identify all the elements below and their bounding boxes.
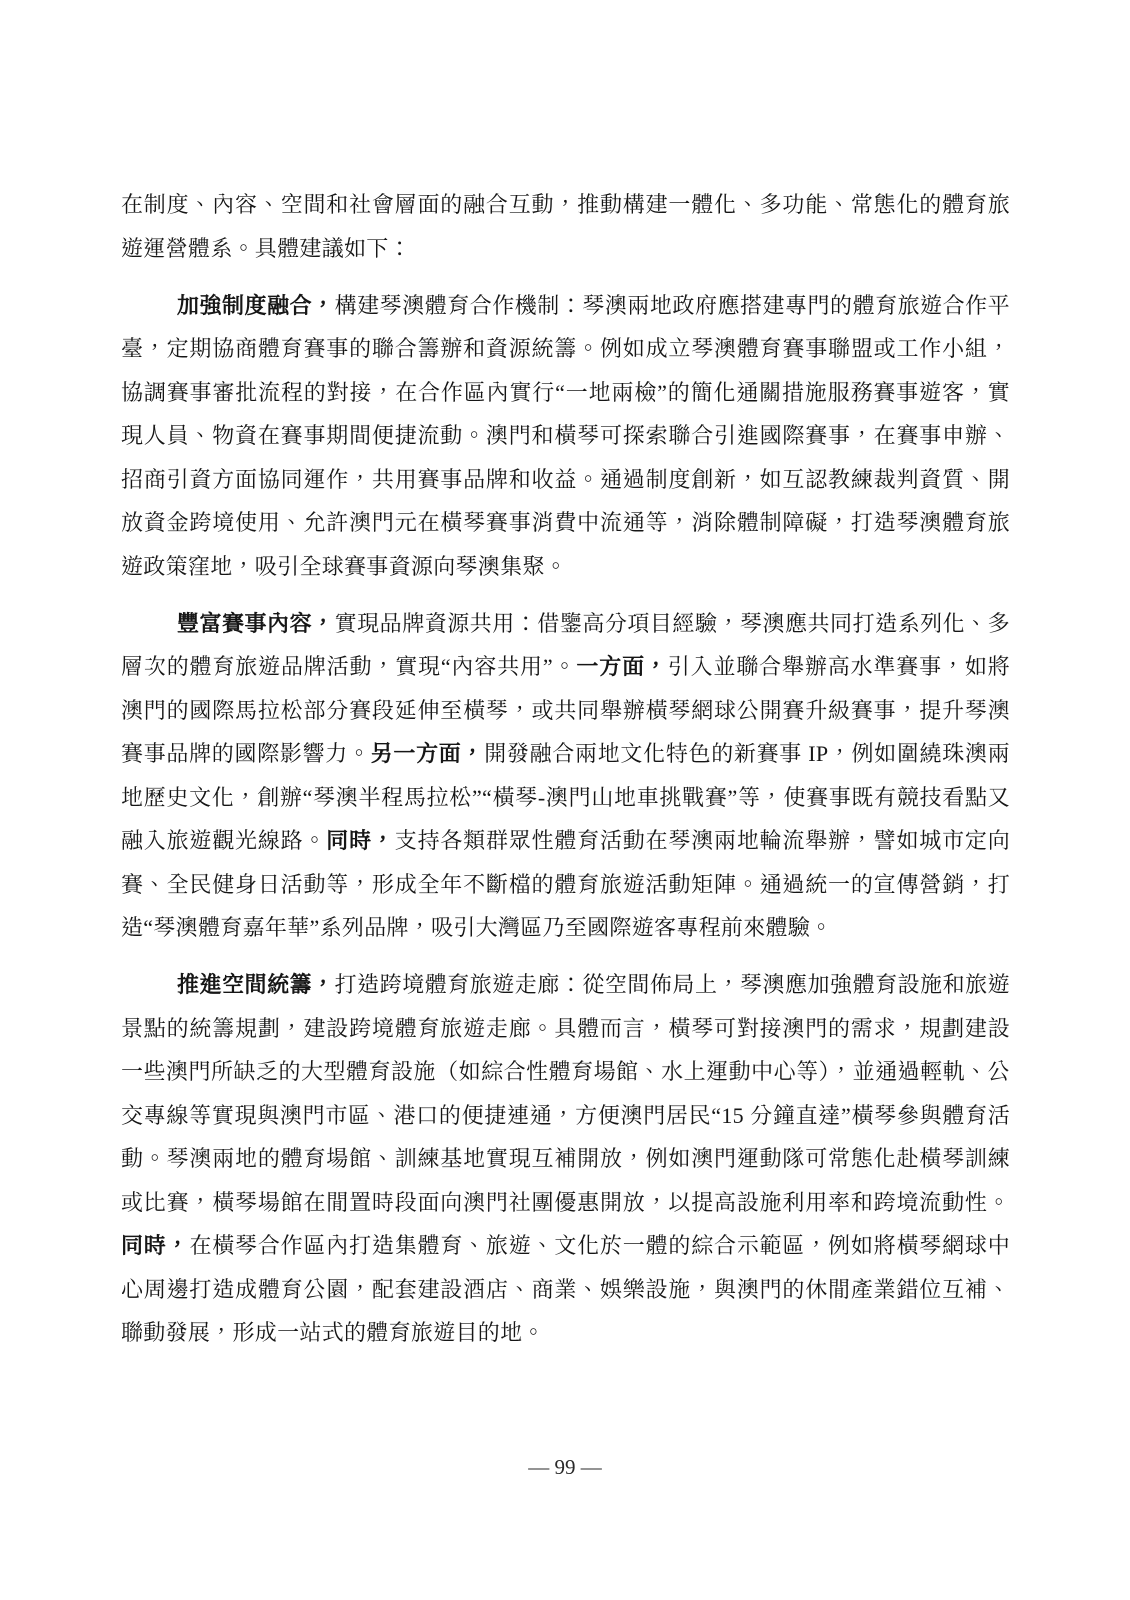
document-body	[121, 183, 1010, 1368]
paragraph-intro-continuation	[121, 183, 1010, 270]
paragraph-institutional-integration	[121, 284, 1010, 589]
page-number: — 99 —	[528, 1455, 602, 1479]
paragraph-spatial-coordination	[121, 963, 1010, 1355]
text-run: 實現品牌資源共用：借鑒高分項目經驗，琴澳應共同打造系列化、多層次的體育旅遊品牌活動，實現“內容共用”。	[121, 610, 1010, 679]
text-run: 支持各類群眾性體育活動在琴澳兩地輪流舉辦，譬如城市定向賽、全民健身日活動等，形成全年不斷檔的體育旅遊活動矩陣。通過統一的宣傳營銷，打造“琴澳體育嘉年華”系列品牌，吸引大灣區乃至國際遊客專程前來體驗。	[121, 828, 1011, 940]
text-run: 引入並聯合舉辦高水準賽事，如將澳門的國際馬拉松部分賽段延伸至橫琴，或共同舉辦橫琴網球公開賽升級賽事，提升琴澳賽事品牌的國際影響力。	[121, 654, 1010, 766]
paragraph-event-content	[121, 602, 1010, 950]
text-run: 開發融合兩地文化特色的新賽事 IP，例如圍繞珠澳兩地歷史文化，創辦“琴澳半程馬拉松”“橫琴-澳門山地車挑戰賽”等，使賽事既有競技看點又融入旅遊觀光線路。	[121, 741, 1010, 853]
text-run-bold: 推進空間統籌，	[177, 972, 335, 997]
text-run: 在橫琴合作區內打造集體育、旅遊、文化於一體的綜合示範區，例如將橫琴網球中心周邊打造成體育公園，配套建設酒店、商業、娛樂設施，與澳門的休閒產業錯位互補、聯動發展，形成一站式的體育旅遊目的地。	[121, 1233, 1010, 1345]
text-run-bold: 加強制度融合，	[177, 292, 335, 318]
text-run: 在制度、內容、空間和社會層面的融合互動，推動構建一體化、多功能、常態化的體育旅遊運營體系。具體建議如下：	[121, 192, 1010, 261]
text-run-bold: 同時，	[121, 1233, 190, 1258]
text-run: 構建琴澳體育合作機制：琴澳兩地政府應搭建專門的體育旅遊合作平臺，定期協商體育賽事的聯合籌辦和資源統籌。例如成立琴澳體育賽事聯盟或工作小組，協調賽事審批流程的對接，在合作區內實行“一地兩檢”的簡化通關措施服務賽事遊客，實現人員、物資在賽事期間便捷流動。澳門和橫琴可探索聯合引進國際賽事，在賽事申辦、招商引資方面協同運作，共用賽事品牌和收益。通過制度創新，如互認教練裁判資質、開放資金跨境使用、允許澳門元在橫琴賽事消費中流通等，消除體制障礙，打造琴澳體育旅遊政策窪地，吸引全球賽事資源向琴澳集聚。	[121, 292, 1010, 579]
text-run-bold: 一方面，	[576, 654, 668, 679]
text-run-bold: 同時，	[326, 828, 395, 853]
text-run-bold: 另一方面，	[370, 741, 485, 766]
text-run: 打造跨境體育旅遊走廊：從空間佈局上，琴澳應加強體育設施和旅遊景點的統籌規劃，建設跨境體育旅遊走廊。具體而言，橫琴可對接澳門的需求，規劃建設一些澳門所缺乏的大型體育設施（如綜合性體育場館、水上運動中心等），並通過輕軌、公交專線等實現與澳門市區、港口的便捷連通，方便澳門居民“15 分鐘直達”橫琴參與體育活動。琴澳兩地的體育場館、訓練基地實現互補開放，例如澳門運動隊可常態化赴橫琴訓練或比賽，橫琴場館在閒置時段面向澳門社團優惠開放，以提高設施利用率和跨境流動性。	[121, 972, 1010, 1215]
text-run-bold: 豐富賽事內容，	[177, 610, 335, 636]
